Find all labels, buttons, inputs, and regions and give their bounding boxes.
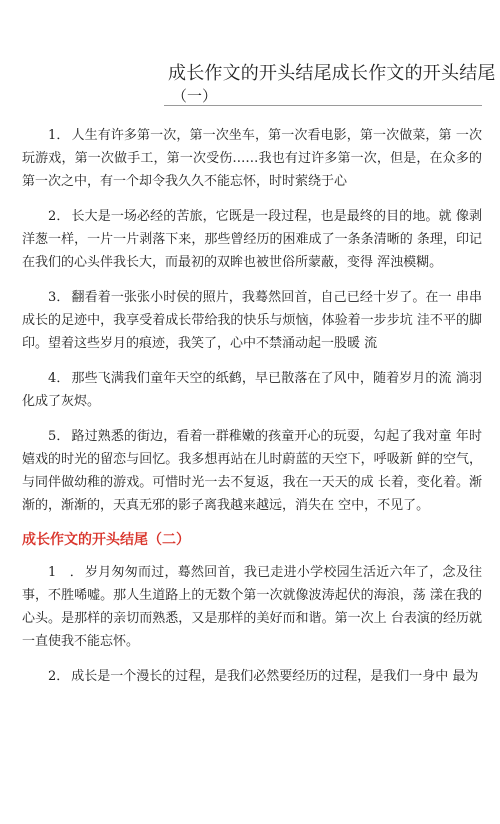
title-block [168, 62, 496, 106]
page-title: 成长作文的开头结尾成长作文的开头结尾 [168, 63, 496, 84]
paragraph-1-1: 1． 人生有许多第一次，第一次坐车，第一次看电影，第一次做菜，第 一次玩游戏，第一次做手工，第一次受伤……我也有过许多第一次，但是，在众多的第一次之中，有一个却令我久久不能忘怀，时时萦绕于心 [22, 128, 482, 189]
page-subtitle: （一） [172, 87, 218, 105]
paragraph-2-2: 2． 成长是一个漫长的过程，是我们必然要经历的过程，是我们一身中 最为 [48, 669, 479, 684]
paragraph-2-1: 1 ． 岁月匆匆而过，蓦然回首，我已走进小学校园生活近六年了，念及往事，不胜唏嘘。那人生道路上的无数个第一次就像波涛起伏的海浪，荡 漾在我的心头。是那样的亲切而熟悉，又是那样的美好而和谐。第一次上 台表演的经历就一直使我不能忘怀。 [22, 565, 482, 649]
paragraph-1-3: 3． 翻看着一张张小时侯的照片，我蓦然回首，自己已经十岁了。在一 串串成长的足迹中，我享受着成长带给我的快乐与烦恼，体验着一步步坑 洼不平的脚印。望着这些岁月的痕迹，我笑了，心中不禁涌动起一股暖 流 [22, 290, 482, 351]
section-heading: 成长作文的开头结尾（二） [22, 532, 190, 548]
title-divider [164, 105, 482, 106]
document-body [22, 124, 482, 700]
paragraph-1-5: 5． 路过熟悉的街边，看着一群稚嫩的孩童开心的玩耍，勾起了我对童 年时嬉戏的时光的留恋与回忆。我多想再站在儿时蔚蓝的天空下，呼吸新 鲜的空气，与同伴做幼稚的游戏。可惜时光一去不复返，我在一天天的成 长着，变化着。渐渐的，渐渐的，天真无邪的影子离我越来越远，消失在 空中，不见了。 [22, 429, 482, 513]
paragraph-1-2: 2． 长大是一场必经的苦旅，它既是一段过程，也是最终的目的地。就 像剥洋葱一样，一片一片剥落下来，那些曾经历的困难成了一条条清晰的 条理，印记在我们的心头伴我长大，而最初的双眸也被世俗所蒙蔽，变得 浑浊模糊。 [22, 209, 482, 270]
paragraph-1-4: 4． 那些飞满我们童年天空的纸鹤，早已散落在了风中，随着岁月的流 淌羽化成了灰烬。 [22, 371, 482, 409]
